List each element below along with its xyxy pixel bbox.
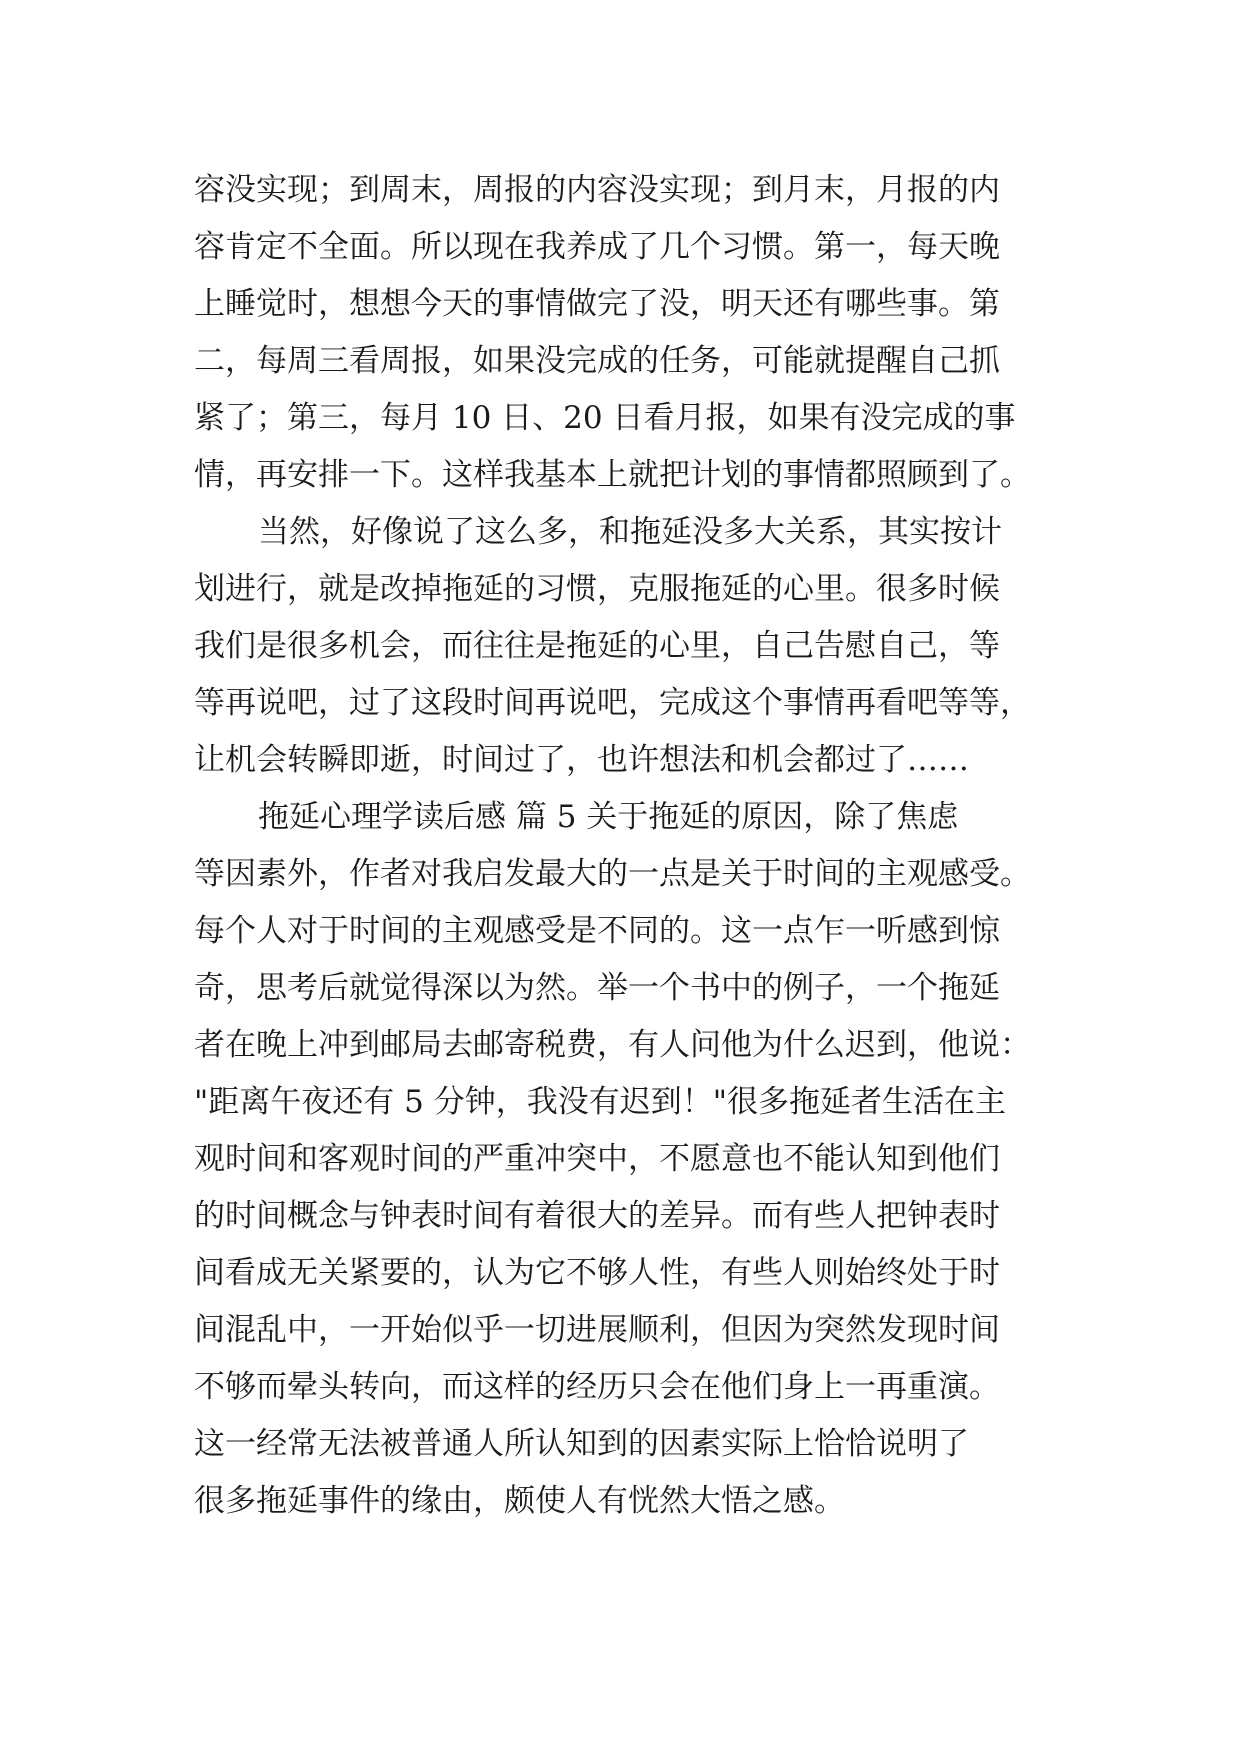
text-line: 者在晚上冲到邮局去邮寄税费，有人问他为什么迟到，他说： bbox=[194, 1027, 1031, 1063]
text-line: 我们是很多机会，而往往是拖延的心里，自己告慰自己，等 bbox=[194, 628, 1000, 664]
text-line: 观时间和客观时间的严重冲突中，不愿意也不能认知到他们 bbox=[194, 1141, 1000, 1177]
text-line: 不够而晕头转向，而这样的经历只会在他们身上一再重演。 bbox=[194, 1369, 1000, 1405]
text-line: 二，每周三看周报，如果没完成的任务，可能就提醒自己抓 bbox=[194, 343, 1000, 379]
text-line: 很多拖延事件的缘由，颇使人有恍然大悟之感。 bbox=[194, 1483, 845, 1519]
text-line: 奇，思考后就觉得深以为然。举一个书中的例子，一个拖延 bbox=[194, 970, 1000, 1006]
text-line: 这一经常无法被普通人所认知到的因素实际上恰恰说明了 bbox=[194, 1426, 969, 1462]
text-line: 紧了；第三，每月 10 日、20 日看月报，如果有没完成的事 bbox=[194, 400, 1016, 436]
section-heading-line: 拖延心理学读后感 篇 5 关于拖延的原因，除了焦虑 bbox=[258, 799, 959, 835]
text-line: 容肯定不全面。所以现在我养成了几个习惯。第一，每天晚 bbox=[194, 229, 1000, 265]
text-line: "距离午夜还有 5 分钟，我没有迟到！"很多拖延者生活在主 bbox=[194, 1084, 1006, 1120]
text-line: 容没实现；到周末，周报的内容没实现；到月末，月报的内 bbox=[194, 172, 1000, 208]
text-line: 情，再安排一下。这样我基本上就把计划的事情都照顾到了。 bbox=[194, 457, 1031, 493]
text-line: 间混乱中，一开始似乎一切进展顺利，但因为突然发现时间 bbox=[194, 1312, 1000, 1348]
text-line: 让机会转瞬即逝，时间过了，也许想法和机会都过了…… bbox=[194, 742, 969, 778]
text-line: 的时间概念与钟表时间有着很大的差异。而有些人把钟表时 bbox=[194, 1198, 1000, 1234]
text-line: 划进行，就是改掉拖延的习惯，克服拖延的心里。很多时候 bbox=[194, 571, 1000, 607]
text-line: 等因素外，作者对我启发最大的一点是关于时间的主观感受。 bbox=[194, 856, 1031, 892]
text-line: 间看成无关紧要的，认为它不够人性，有些人则始终处于时 bbox=[194, 1255, 1000, 1291]
paragraph-start-line: 当然，好像说了这么多，和拖延没多大关系，其实按计 bbox=[258, 514, 1002, 550]
text-line: 等再说吧，过了这段时间再说吧，完成这个事情再看吧等等， bbox=[194, 685, 1031, 721]
text-line: 每个人对于时间的主观感受是不同的。这一点乍一听感到惊 bbox=[194, 913, 1000, 949]
text-line: 上睡觉时，想想今天的事情做完了没，明天还有哪些事。第 bbox=[194, 286, 1000, 322]
document-body bbox=[194, 162, 1054, 1530]
